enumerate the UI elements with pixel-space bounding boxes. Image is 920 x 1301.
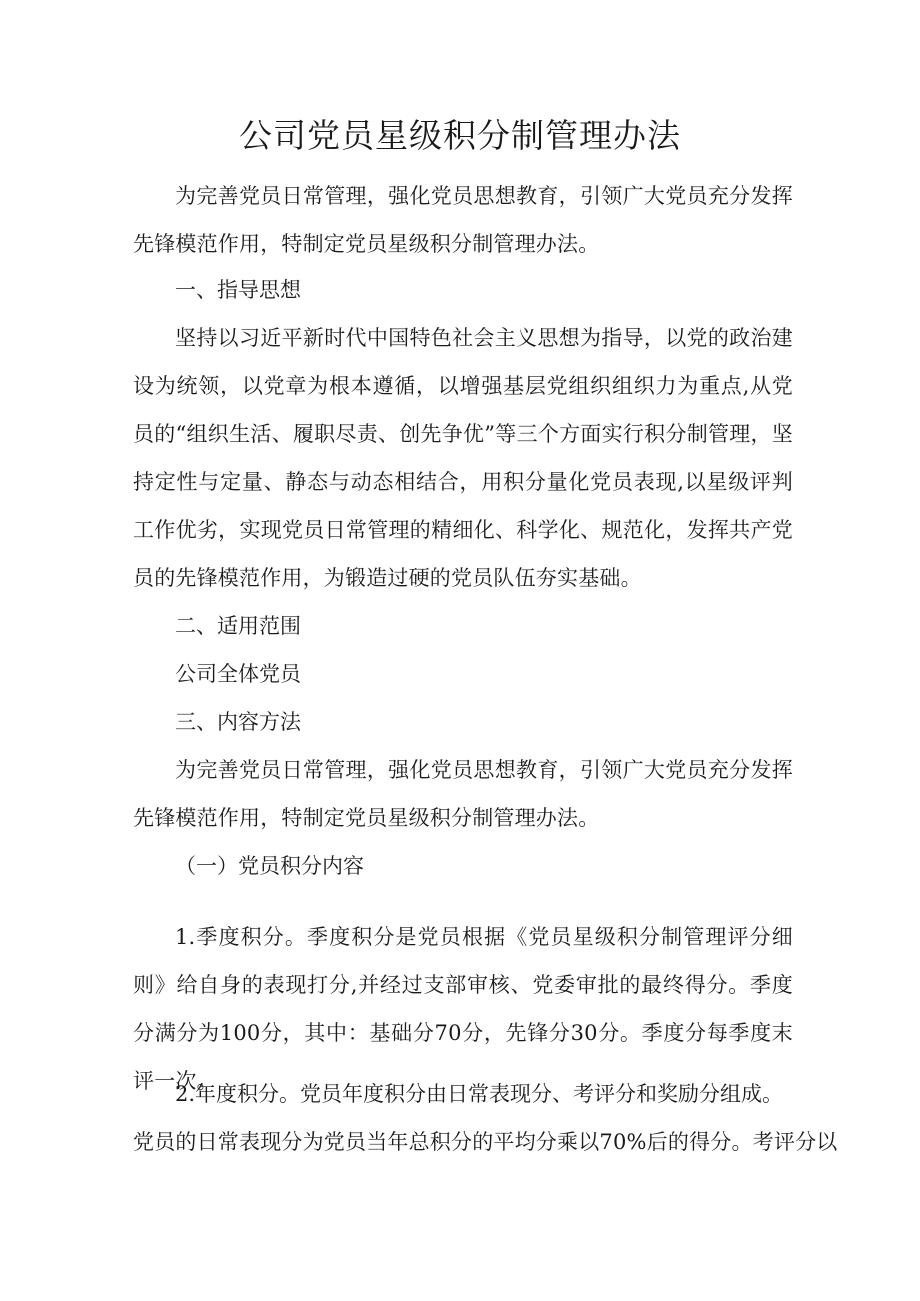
item-annual-points-continued: 党员的日常表现分为党员当年总积分的平均分乘以70%后的得分。考评分以 [133, 1130, 838, 1154]
subsection-heading-points-content: （一）党员积分内容 [175, 854, 364, 878]
methods-intro-paragraph: 为完善党员日常管理，强化党员思想教育，引领广大党员充分发挥先锋模范作用，特制定党员星级积分制管理办法。 [133, 758, 793, 830]
item-annual-points: 2.年度积分。党员年度积分由日常表现分、考评分和奖励分组成。 [175, 1082, 784, 1106]
section-heading-guiding-ideology: 一、指导思想 [175, 278, 301, 302]
scope-paragraph: 公司全体党员 [175, 662, 301, 686]
section-heading-methods: 三、内容方法 [175, 710, 301, 734]
section-heading-scope: 二、适用范围 [175, 614, 301, 638]
item-quarterly-points: 1.季度积分。季度积分是党员根据《党员星级积分制管理评分细则》给自身的表现打分,并经过支部审核、党委审批的最终得分。季度分满分为100分，其中：基础分70分，先锋分30分。季度分每季度末评一次。 [133, 925, 793, 1093]
guiding-ideology-paragraph: 坚持以习近平新时代中国特色社会主义思想为指导，以党的政治建设为统领，以党章为根本遵循，以增强基层党组织组织力为重点,从党员的“组织生活、履职尽责、创先争优”等三个方面实行积分制管理，坚持定性与定量、静态与动态相结合，用积分量化党员表现,以星级评判工作优劣，实现党员日常管理的精细化、科学化、规范化，发挥共产党员的先锋模范作用，为锻造过硬的党员队伍夯实基础。 [133, 326, 793, 590]
document-title: 公司党员星级积分制管理办法 [239, 116, 681, 155]
intro-paragraph: 为完善党员日常管理，强化党员思想教育，引领广大党员充分发挥先锋模范作用，特制定党员星级积分制管理办法。 [133, 184, 793, 256]
